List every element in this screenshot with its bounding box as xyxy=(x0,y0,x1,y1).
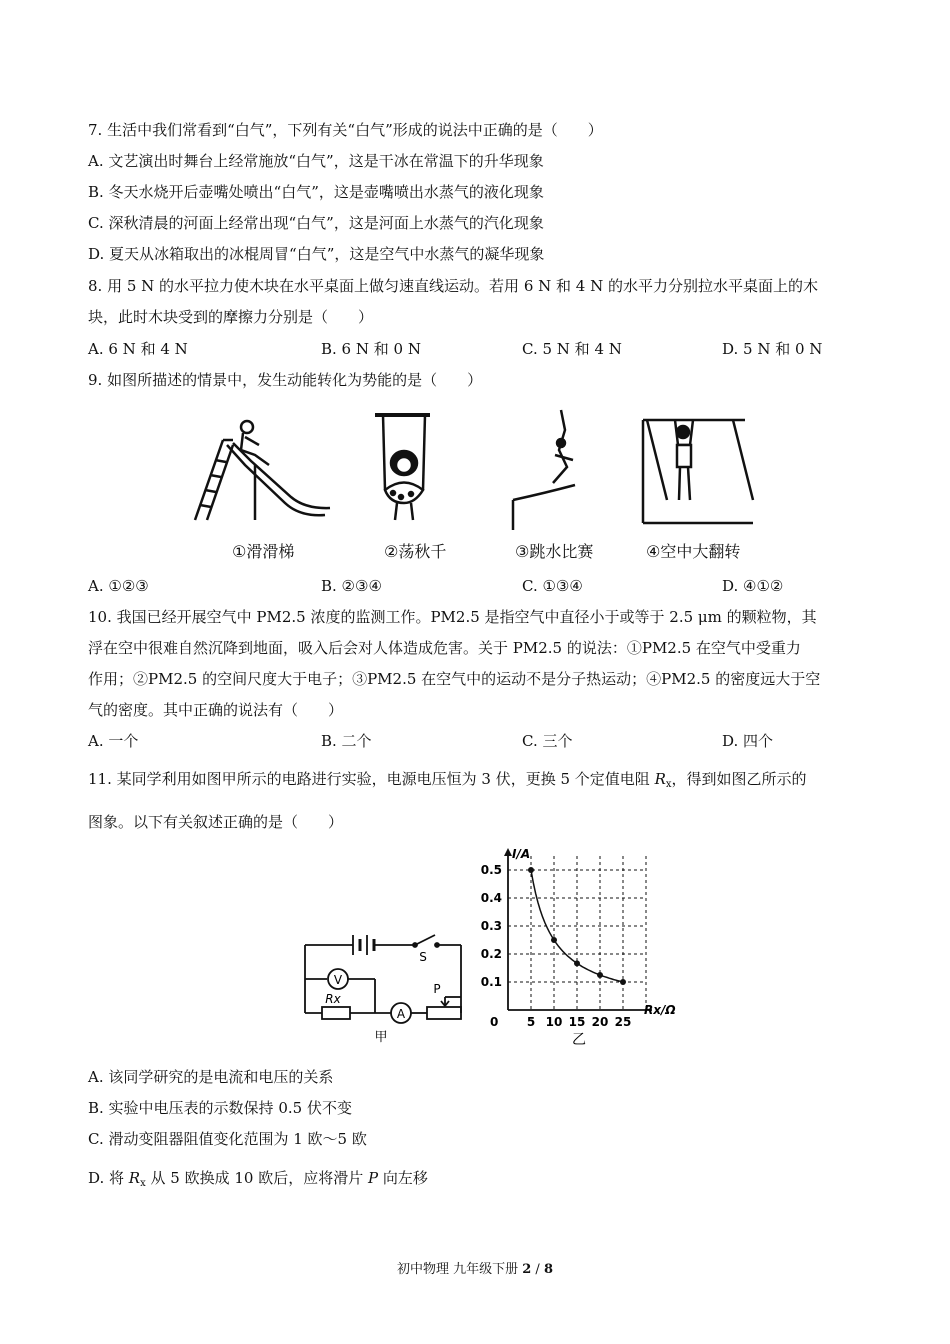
resistor-label: Rx xyxy=(325,992,341,1006)
page-total: 8 xyxy=(543,1262,553,1277)
swing-scene xyxy=(375,415,430,520)
page-footer: 初中物理 九年级下册 2 / 8 xyxy=(396,1262,553,1277)
q10-option-c: C. 三个 xyxy=(522,732,573,750)
q11-stem-line1: 11. 某同学利用如图甲所示的电路进行实验，电源电压恒为 3 伏，更换 5 个定值电阻 $R_x$，得到如图乙所示的 xyxy=(88,770,807,790)
q11-option-d: D. 将 $R_x$ 从 5 欧换成 10 欧后，应将滑片 P 向左移 xyxy=(88,1169,428,1189)
origin-label: 0 xyxy=(490,1015,499,1029)
y-tick-label: 0.1 xyxy=(480,975,502,989)
x-tick-label: 10 xyxy=(545,1015,563,1029)
ammeter-label: A xyxy=(396,1007,406,1021)
q10-option-b: B. 二个 xyxy=(321,732,372,750)
caption-diving: ③跳水比赛 xyxy=(515,542,594,561)
page-number: 2 xyxy=(522,1262,532,1277)
data-point xyxy=(620,979,626,985)
caption-gymnastics: ④空中大翻转 xyxy=(646,542,741,561)
data-point xyxy=(597,972,603,978)
q10-line3: 作用；②PM2.5 的空间尺度大于电子；③PM2.5 在空气中的运动不是分子热运动；④PM2.5 的密度远大于空 xyxy=(88,670,821,688)
q7-option-a: A. 文艺演出时舞台上经常施放“白气”，这是干冰在常温下的升华现象 xyxy=(88,152,544,170)
x-axis-label: Rx/Ω xyxy=(644,1003,676,1017)
data-point xyxy=(574,960,580,966)
q11-stem-line2: 图象。以下有关叙述正确的是（ ） xyxy=(88,813,344,831)
slider-label: P xyxy=(433,982,441,996)
y-tick-label: 0.4 xyxy=(480,891,502,905)
q11-option-a: A. 该同学研究的是电流和电压的关系 xyxy=(88,1068,334,1086)
q7-stem: 7. 生活中我们常看到“白气”，下列有关“白气”形成的说法中正确的是（ ） xyxy=(88,121,603,139)
q8-stem-line2: 块，此时木块受到的摩擦力分别是（ ） xyxy=(88,308,374,326)
chart-caption: 乙 xyxy=(572,1032,586,1048)
circuit-diagram xyxy=(295,925,470,1045)
diving-scene xyxy=(513,410,575,530)
current-resistance-chart xyxy=(468,840,676,1050)
circuit-caption: 甲 xyxy=(374,1030,388,1045)
y-tick-label: 0.5 xyxy=(480,863,502,877)
q8-option-a: A. 6 N 和 4 N xyxy=(88,340,188,358)
voltmeter-label: V xyxy=(333,973,343,987)
q8-option-c: C. 5 N 和 4 N xyxy=(522,340,622,358)
q7-option-b: B. 冬天水烧开后壶嘴处喷出“白气”，这是壶嘴喷出水蒸气的液化现象 xyxy=(88,183,544,201)
q8-option-b: B. 6 N 和 0 N xyxy=(321,340,421,358)
x-tick-label: 15 xyxy=(568,1015,586,1029)
x-tick-label: 20 xyxy=(591,1015,609,1029)
slide-scene xyxy=(195,421,330,520)
q7-option-d: D. 夏天从冰箱取出的冰棍周冒“白气”，这是空气中水蒸气的凝华现象 xyxy=(88,245,545,263)
q11-option-c: C. 滑动变阻器阻值变化范围为 1 欧～5 欧 xyxy=(88,1130,367,1148)
x-tick-label: 5 xyxy=(526,1015,536,1029)
y-tick-label: 0.3 xyxy=(480,919,502,933)
caption-slide: ①滑滑梯 xyxy=(232,542,295,561)
q7-option-c: C. 深秋清晨的河面上经常出现“白气”，这是河面上水蒸气的汽化现象 xyxy=(88,214,544,232)
q8-stem-line1: 8. 用 5 N 的水平拉力使木块在水平桌面上做匀速直线运动。若用 6 N 和 4 N 的水平力分别拉水平桌面上的木 xyxy=(88,277,819,295)
gymnastics-scene xyxy=(643,417,753,523)
y-axis-label: I/A xyxy=(512,847,531,861)
q10-line1: 10. 我国已经开展空气中 PM2.5 浓度的监测工作。PM2.5 是指空气中直径小于或等于 2.5 μm 的颗粒物，其 xyxy=(88,608,817,626)
q10-option-d: D. 四个 xyxy=(722,732,774,750)
q10-option-a: A. 一个 xyxy=(88,732,139,750)
x-tick-label: 25 xyxy=(614,1015,632,1029)
q11-option-b: B. 实验中电压表的示数保持 0.5 伏不变 xyxy=(88,1099,352,1117)
q9-scenes-illustration xyxy=(185,405,765,535)
q10-line4: 气的密度。其中正确的说法有（ ） xyxy=(88,701,344,719)
data-point xyxy=(528,867,534,873)
q9-option-b: B. ②③④ xyxy=(321,577,382,595)
y-tick-label: 0.2 xyxy=(480,947,502,961)
y-axis-arrow xyxy=(504,848,512,856)
q9-option-c: C. ①③④ xyxy=(522,577,583,595)
q9-option-d: D. ④①② xyxy=(722,577,784,595)
data-point xyxy=(551,937,557,943)
switch-label: S xyxy=(419,950,427,964)
q9-stem: 9. 如图所描述的情景中，发生动能转化为势能的是（ ） xyxy=(88,371,483,389)
q9-option-a: A. ①②③ xyxy=(88,577,149,595)
caption-swing: ②荡秋千 xyxy=(384,542,447,561)
q8-option-d: D. 5 N 和 0 N xyxy=(722,340,823,358)
q10-line2: 浮在空中很难自然沉降到地面，吸入后会对人体造成危害。关于 PM2.5 的说法：①PM2.5 在空气中受重力 xyxy=(88,639,801,657)
